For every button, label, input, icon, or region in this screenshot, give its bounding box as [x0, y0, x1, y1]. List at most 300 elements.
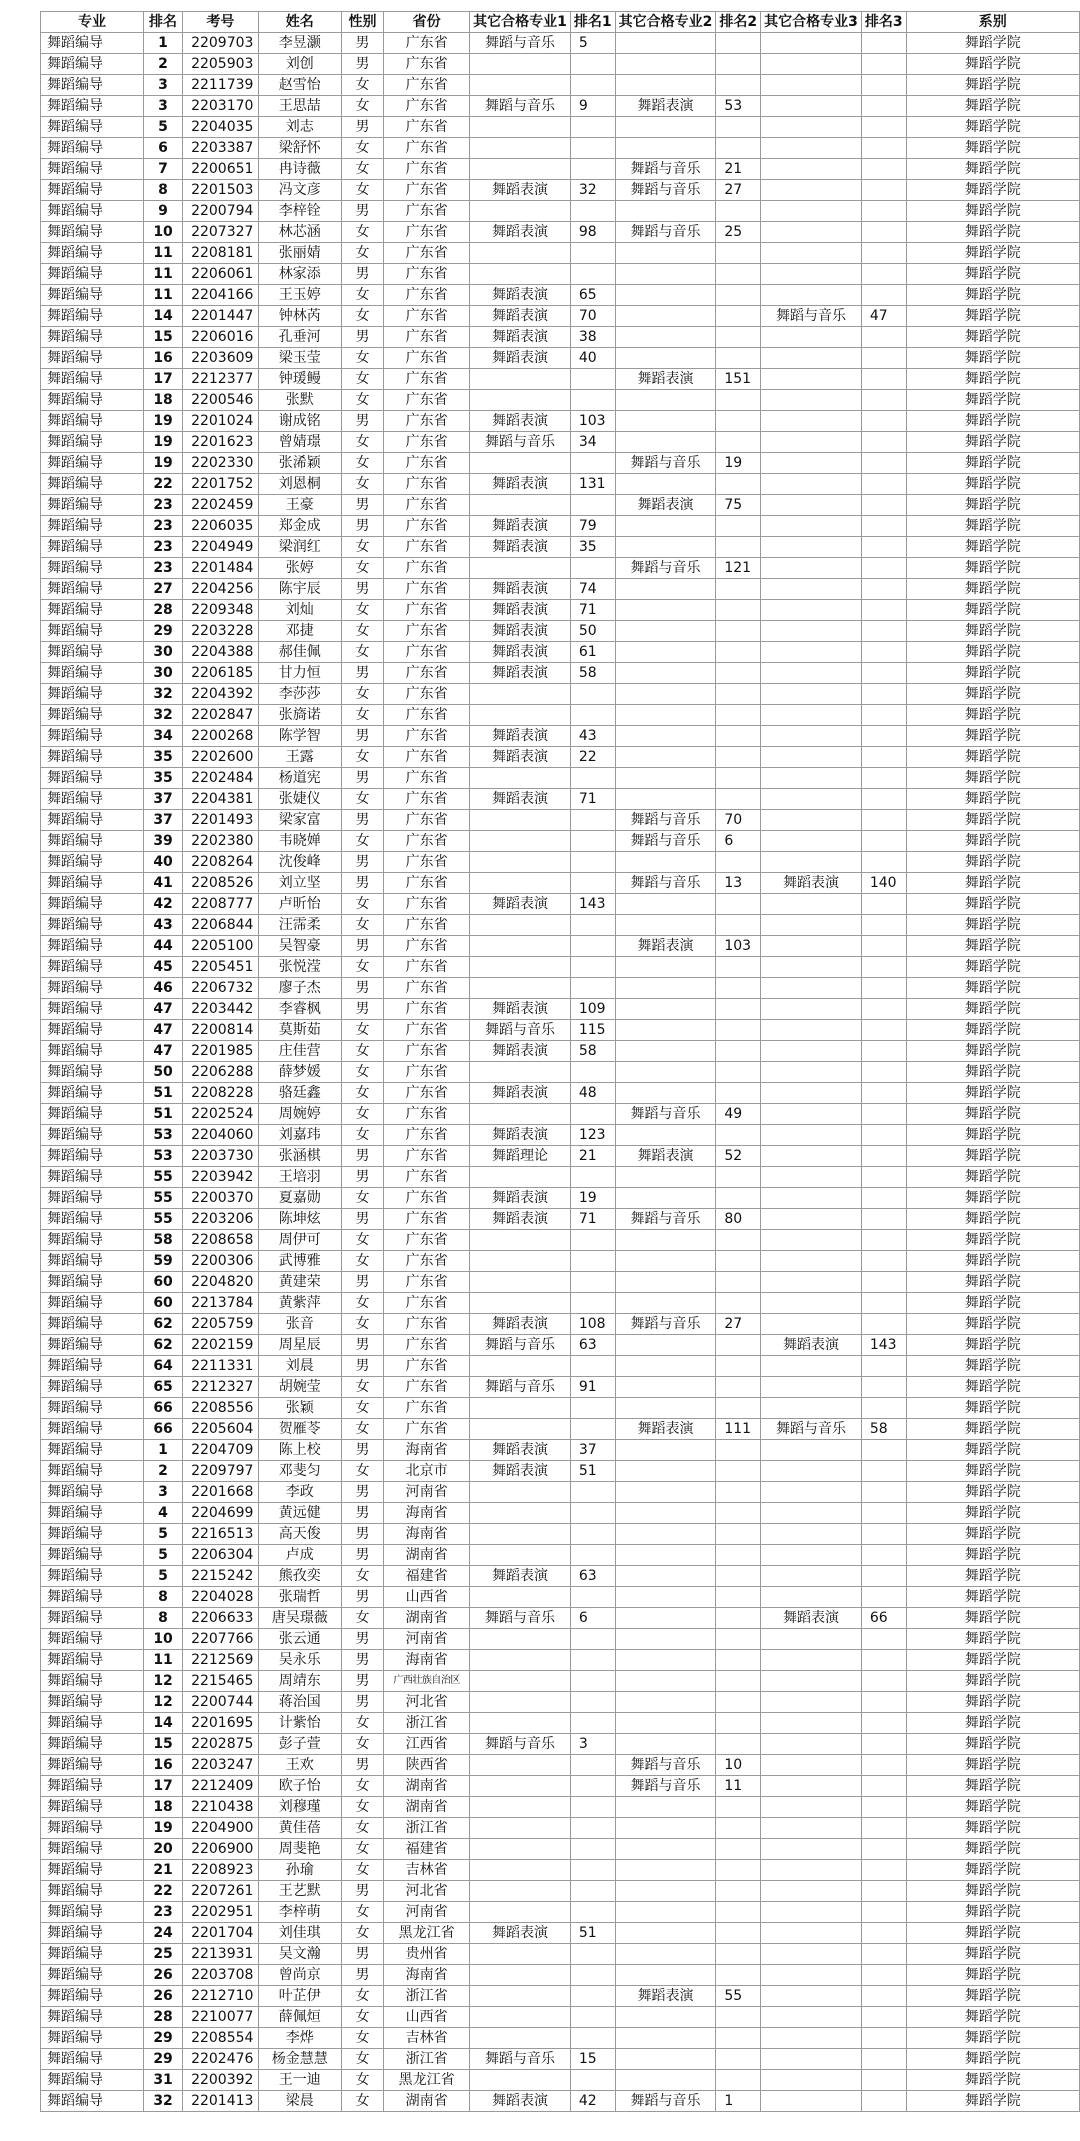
- cell-rank-2: [716, 243, 761, 264]
- cell-department: 舞蹈学院: [906, 1881, 1079, 1902]
- cell-other-major-3: [761, 852, 862, 873]
- table-row: [41, 1566, 1080, 1587]
- cell-major: 舞蹈编导: [41, 537, 144, 558]
- table-row: [41, 2049, 1080, 2070]
- cell-rank-3: [861, 1377, 906, 1398]
- cell-major: 舞蹈编导: [41, 2028, 144, 2049]
- cell-province: 湖南省: [384, 1797, 470, 1818]
- cell-province: 广东省: [384, 495, 470, 516]
- header-other-major-3: 其它合格专业3: [761, 12, 862, 33]
- cell-gender: 男: [341, 1167, 383, 1188]
- cell-rank-2: 10: [716, 1755, 761, 1776]
- cell-rank-3: [861, 2049, 906, 2070]
- cell-other-major-1: [470, 495, 571, 516]
- table-row: [41, 873, 1080, 894]
- cell-major: 舞蹈编导: [41, 1188, 144, 1209]
- cell-department: 舞蹈学院: [906, 579, 1079, 600]
- cell-other-major-3: [761, 390, 862, 411]
- table-row: [41, 1209, 1080, 1230]
- cell-other-major-3: [761, 642, 862, 663]
- cell-other-major-1: 舞蹈表演: [470, 327, 571, 348]
- cell-rank: 11: [144, 1650, 183, 1671]
- cell-other-major-3: [761, 1293, 862, 1314]
- cell-name: 蒋治国: [258, 1692, 341, 1713]
- cell-exam-id: 2209703: [183, 33, 259, 54]
- cell-rank-3: [861, 2091, 906, 2112]
- cell-exam-id: 2202600: [183, 747, 259, 768]
- cell-gender: 男: [341, 1440, 383, 1461]
- cell-rank-3: [861, 1692, 906, 1713]
- cell-other-major-2: [615, 1713, 716, 1734]
- cell-major: 舞蹈编导: [41, 1881, 144, 1902]
- cell-other-major-2: [615, 1503, 716, 1524]
- cell-rank-3: [861, 1482, 906, 1503]
- cell-other-major-3: [761, 621, 862, 642]
- cell-other-major-3: [761, 1125, 862, 1146]
- cell-department: 舞蹈学院: [906, 726, 1079, 747]
- cell-other-major-1: 舞蹈与音乐: [470, 2049, 571, 2070]
- cell-rank-3: [861, 1734, 906, 1755]
- cell-gender: 女: [341, 600, 383, 621]
- cell-rank-3: [861, 1986, 906, 2007]
- cell-gender: 女: [341, 2007, 383, 2028]
- cell-department: 舞蹈学院: [906, 1566, 1079, 1587]
- cell-exam-id: 2206061: [183, 264, 259, 285]
- cell-rank: 45: [144, 957, 183, 978]
- cell-other-major-3: [761, 1482, 862, 1503]
- cell-department: 舞蹈学院: [906, 1839, 1079, 1860]
- cell-major: 舞蹈编导: [41, 432, 144, 453]
- table-row: [41, 768, 1080, 789]
- cell-gender: 女: [341, 348, 383, 369]
- cell-rank-2: [716, 1377, 761, 1398]
- cell-rank-2: [716, 201, 761, 222]
- cell-other-major-3: [761, 1944, 862, 1965]
- cell-other-major-1: 舞蹈表演: [470, 2091, 571, 2112]
- cell-province: 福建省: [384, 1839, 470, 1860]
- cell-rank-3: [861, 222, 906, 243]
- table-row: [41, 600, 1080, 621]
- cell-rank-3: 140: [861, 873, 906, 894]
- table-row: [41, 1104, 1080, 1125]
- cell-rank-2: [716, 1545, 761, 1566]
- cell-other-major-1: [470, 705, 571, 726]
- cell-other-major-3: [761, 1860, 862, 1881]
- cell-rank-2: [716, 1629, 761, 1650]
- table-row: [41, 726, 1080, 747]
- cell-exam-id: 2200744: [183, 1692, 259, 1713]
- cell-province: 广东省: [384, 117, 470, 138]
- cell-rank-3: [861, 663, 906, 684]
- cell-other-major-2: [615, 2049, 716, 2070]
- cell-province: 广东省: [384, 1020, 470, 1041]
- cell-rank-1: 48: [570, 1083, 615, 1104]
- cell-rank: 5: [144, 1545, 183, 1566]
- cell-rank-2: [716, 1440, 761, 1461]
- cell-gender: 女: [341, 1839, 383, 1860]
- cell-gender: 女: [341, 1776, 383, 1797]
- cell-other-major-2: [615, 264, 716, 285]
- cell-name: 曾尚京: [258, 1965, 341, 1986]
- cell-other-major-3: [761, 327, 862, 348]
- table-row: [41, 1293, 1080, 1314]
- cell-department: 舞蹈学院: [906, 1503, 1079, 1524]
- cell-major: 舞蹈编导: [41, 1776, 144, 1797]
- cell-rank-1: [570, 75, 615, 96]
- cell-name: 薛佩烜: [258, 2007, 341, 2028]
- cell-major: 舞蹈编导: [41, 411, 144, 432]
- cell-province: 广东省: [384, 243, 470, 264]
- cell-rank-3: [861, 1146, 906, 1167]
- table-row: [41, 516, 1080, 537]
- cell-major: 舞蹈编导: [41, 264, 144, 285]
- cell-other-major-2: [615, 1062, 716, 1083]
- table-row: [41, 1839, 1080, 1860]
- cell-other-major-2: [615, 1440, 716, 1461]
- cell-other-major-1: [470, 558, 571, 579]
- cell-other-major-2: [615, 747, 716, 768]
- cell-other-major-1: 舞蹈与音乐: [470, 1020, 571, 1041]
- table-row: [41, 852, 1080, 873]
- table-row: [41, 411, 1080, 432]
- cell-other-major-3: [761, 600, 862, 621]
- cell-province: 广东省: [384, 201, 470, 222]
- cell-rank-2: [716, 411, 761, 432]
- cell-province: 广东省: [384, 999, 470, 1020]
- cell-rank: 24: [144, 1923, 183, 1944]
- cell-department: 舞蹈学院: [906, 2070, 1079, 2091]
- cell-rank-1: [570, 1692, 615, 1713]
- cell-rank-1: [570, 2070, 615, 2091]
- cell-major: 舞蹈编导: [41, 1209, 144, 1230]
- cell-other-major-3: [761, 1524, 862, 1545]
- cell-department: 舞蹈学院: [906, 243, 1079, 264]
- cell-exam-id: 2206900: [183, 1839, 259, 1860]
- cell-other-major-2: [615, 684, 716, 705]
- cell-name: 刘创: [258, 54, 341, 75]
- cell-gender: 女: [341, 1608, 383, 1629]
- cell-exam-id: 2201484: [183, 558, 259, 579]
- cell-gender: 男: [341, 516, 383, 537]
- cell-rank-2: [716, 1083, 761, 1104]
- cell-name: 骆廷鑫: [258, 1083, 341, 1104]
- cell-rank: 18: [144, 1797, 183, 1818]
- cell-name: 梁玉莹: [258, 348, 341, 369]
- cell-gender: 男: [341, 411, 383, 432]
- cell-rank-3: [861, 789, 906, 810]
- cell-major: 舞蹈编导: [41, 348, 144, 369]
- cell-department: 舞蹈学院: [906, 201, 1079, 222]
- cell-department: 舞蹈学院: [906, 1314, 1079, 1335]
- cell-other-major-2: [615, 1944, 716, 1965]
- table-row: [41, 1818, 1080, 1839]
- cell-other-major-3: [761, 1398, 862, 1419]
- cell-rank-3: 47: [861, 306, 906, 327]
- cell-other-major-2: [615, 1650, 716, 1671]
- table-row: [41, 390, 1080, 411]
- table-row: [41, 999, 1080, 1020]
- cell-other-major-3: [761, 810, 862, 831]
- cell-province: 广东省: [384, 54, 470, 75]
- cell-rank-1: 63: [570, 1566, 615, 1587]
- cell-exam-id: 2208923: [183, 1860, 259, 1881]
- table-row: [41, 54, 1080, 75]
- cell-name: 吴永乐: [258, 1650, 341, 1671]
- cell-rank-2: [716, 1860, 761, 1881]
- cell-rank-3: [861, 1524, 906, 1545]
- cell-rank-3: [861, 1083, 906, 1104]
- cell-other-major-1: [470, 1860, 571, 1881]
- cell-rank-1: [570, 1881, 615, 1902]
- cell-other-major-2: [615, 705, 716, 726]
- cell-rank-1: [570, 1545, 615, 1566]
- cell-department: 舞蹈学院: [906, 936, 1079, 957]
- cell-gender: 男: [341, 117, 383, 138]
- cell-rank: 64: [144, 1356, 183, 1377]
- header-name: 姓名: [258, 12, 341, 33]
- cell-province: 广东省: [384, 1377, 470, 1398]
- cell-rank-3: [861, 264, 906, 285]
- cell-rank: 47: [144, 999, 183, 1020]
- cell-exam-id: 2201413: [183, 2091, 259, 2112]
- table-row: [41, 1734, 1080, 1755]
- table-row: [41, 1251, 1080, 1272]
- cell-other-major-1: [470, 1671, 571, 1692]
- cell-other-major-2: [615, 1377, 716, 1398]
- cell-other-major-1: [470, 117, 571, 138]
- cell-department: 舞蹈学院: [906, 1860, 1079, 1881]
- cell-other-major-3: [761, 2070, 862, 2091]
- cell-other-major-1: [470, 978, 571, 999]
- cell-rank-2: 21: [716, 159, 761, 180]
- cell-rank-3: [861, 684, 906, 705]
- cell-other-major-3: [761, 1020, 862, 1041]
- cell-rank-1: [570, 201, 615, 222]
- cell-department: 舞蹈学院: [906, 1965, 1079, 1986]
- cell-rank-1: 51: [570, 1923, 615, 1944]
- cell-department: 舞蹈学院: [906, 873, 1079, 894]
- header-department: 系别: [906, 12, 1079, 33]
- cell-rank: 23: [144, 516, 183, 537]
- cell-rank-3: [861, 201, 906, 222]
- cell-rank-2: [716, 1944, 761, 1965]
- cell-major: 舞蹈编导: [41, 1566, 144, 1587]
- cell-province: 河北省: [384, 1881, 470, 1902]
- cell-rank-3: [861, 936, 906, 957]
- cell-other-major-1: [470, 768, 571, 789]
- cell-rank-3: [861, 1398, 906, 1419]
- cell-other-major-2: [615, 768, 716, 789]
- cell-gender: 男: [341, 852, 383, 873]
- cell-major: 舞蹈编导: [41, 306, 144, 327]
- cell-other-major-3: [761, 2049, 862, 2070]
- cell-exam-id: 2203387: [183, 138, 259, 159]
- cell-gender: 女: [341, 1230, 383, 1251]
- table-row: [41, 789, 1080, 810]
- cell-province: 广东省: [384, 33, 470, 54]
- cell-exam-id: 2209348: [183, 600, 259, 621]
- cell-province: 广东省: [384, 516, 470, 537]
- cell-department: 舞蹈学院: [906, 180, 1079, 201]
- cell-major: 舞蹈编导: [41, 1860, 144, 1881]
- cell-other-major-1: [470, 1818, 571, 1839]
- table-row: [41, 894, 1080, 915]
- cell-major: 舞蹈编导: [41, 1923, 144, 1944]
- cell-gender: 女: [341, 159, 383, 180]
- cell-rank: 22: [144, 474, 183, 495]
- cell-department: 舞蹈学院: [906, 453, 1079, 474]
- cell-department: 舞蹈学院: [906, 1545, 1079, 1566]
- cell-province: 广东省: [384, 1251, 470, 1272]
- cell-rank-2: [716, 1125, 761, 1146]
- table-row: [41, 2007, 1080, 2028]
- cell-other-major-2: [615, 33, 716, 54]
- cell-rank-1: [570, 1671, 615, 1692]
- cell-other-major-2: [615, 1902, 716, 1923]
- cell-other-major-2: [615, 1356, 716, 1377]
- cell-other-major-2: [615, 474, 716, 495]
- cell-other-major-1: [470, 1776, 571, 1797]
- cell-exam-id: 2204820: [183, 1272, 259, 1293]
- cell-rank: 26: [144, 1986, 183, 2007]
- cell-major: 舞蹈编导: [41, 726, 144, 747]
- cell-other-major-1: [470, 936, 571, 957]
- cell-gender: 男: [341, 1524, 383, 1545]
- cell-rank-1: [570, 831, 615, 852]
- cell-other-major-2: [615, 1083, 716, 1104]
- cell-exam-id: 2204256: [183, 579, 259, 600]
- cell-rank-3: [861, 390, 906, 411]
- cell-major: 舞蹈编导: [41, 201, 144, 222]
- cell-rank: 23: [144, 537, 183, 558]
- cell-other-major-2: [615, 1461, 716, 1482]
- cell-major: 舞蹈编导: [41, 789, 144, 810]
- cell-major: 舞蹈编导: [41, 1020, 144, 1041]
- cell-name: 曾婧璟: [258, 432, 341, 453]
- cell-department: 舞蹈学院: [906, 1062, 1079, 1083]
- cell-rank-1: 58: [570, 1041, 615, 1062]
- cell-rank: 5: [144, 1566, 183, 1587]
- cell-other-major-2: [615, 1839, 716, 1860]
- cell-exam-id: 2206633: [183, 1608, 259, 1629]
- cell-other-major-1: 舞蹈表演: [470, 621, 571, 642]
- cell-province: 广东省: [384, 1272, 470, 1293]
- cell-rank-1: 103: [570, 411, 615, 432]
- table-row: [41, 243, 1080, 264]
- cell-department: 舞蹈学院: [906, 1818, 1079, 1839]
- cell-other-major-1: 舞蹈与音乐: [470, 96, 571, 117]
- cell-other-major-2: 舞蹈与音乐: [615, 810, 716, 831]
- cell-other-major-3: [761, 831, 862, 852]
- cell-rank-3: [861, 1125, 906, 1146]
- cell-other-major-2: 舞蹈表演: [615, 1419, 716, 1440]
- cell-other-major-3: [761, 894, 862, 915]
- table-row: [41, 663, 1080, 684]
- cell-exam-id: 2215465: [183, 1671, 259, 1692]
- cell-rank-1: [570, 684, 615, 705]
- cell-major: 舞蹈编导: [41, 2049, 144, 2070]
- table-row: [41, 1797, 1080, 1818]
- cell-rank-3: [861, 75, 906, 96]
- cell-other-major-1: [470, 1524, 571, 1545]
- table-row: [41, 306, 1080, 327]
- cell-major: 舞蹈编导: [41, 1713, 144, 1734]
- cell-rank-1: [570, 1797, 615, 1818]
- cell-rank-1: [570, 1986, 615, 2007]
- cell-other-major-2: [615, 726, 716, 747]
- cell-other-major-1: [470, 201, 571, 222]
- cell-exam-id: 2208264: [183, 852, 259, 873]
- cell-department: 舞蹈学院: [906, 1167, 1079, 1188]
- cell-other-major-2: [615, 1923, 716, 1944]
- cell-other-major-1: 舞蹈表演: [470, 285, 571, 306]
- cell-exam-id: 2200370: [183, 1188, 259, 1209]
- cell-rank: 20: [144, 1839, 183, 1860]
- cell-exam-id: 2200794: [183, 201, 259, 222]
- cell-rank-3: [861, 54, 906, 75]
- cell-name: 吴智豪: [258, 936, 341, 957]
- cell-exam-id: 2212569: [183, 1650, 259, 1671]
- cell-rank-3: [861, 495, 906, 516]
- cell-name: 张瑞哲: [258, 1587, 341, 1608]
- cell-rank: 17: [144, 369, 183, 390]
- cell-other-major-1: 舞蹈表演: [470, 1041, 571, 1062]
- cell-name: 张云通: [258, 1629, 341, 1650]
- cell-exam-id: 2202524: [183, 1104, 259, 1125]
- cell-rank-2: 70: [716, 810, 761, 831]
- cell-gender: 女: [341, 1923, 383, 1944]
- cell-gender: 男: [341, 999, 383, 1020]
- cell-other-major-2: [615, 1587, 716, 1608]
- cell-other-major-2: [615, 789, 716, 810]
- cell-rank-1: [570, 1104, 615, 1125]
- cell-province: 广东省: [384, 285, 470, 306]
- cell-other-major-1: 舞蹈表演: [470, 1461, 571, 1482]
- cell-other-major-3: 舞蹈与音乐: [761, 306, 862, 327]
- cell-rank: 28: [144, 2007, 183, 2028]
- cell-major: 舞蹈编导: [41, 915, 144, 936]
- cell-exam-id: 2208228: [183, 1083, 259, 1104]
- cell-major: 舞蹈编导: [41, 957, 144, 978]
- cell-province: 广东省: [384, 642, 470, 663]
- cell-department: 舞蹈学院: [906, 1902, 1079, 1923]
- cell-other-major-3: [761, 1083, 862, 1104]
- cell-major: 舞蹈编导: [41, 474, 144, 495]
- cell-rank-2: [716, 621, 761, 642]
- cell-rank-1: 71: [570, 789, 615, 810]
- cell-province: 湖南省: [384, 1545, 470, 1566]
- cell-other-major-1: 舞蹈表演: [470, 1923, 571, 1944]
- cell-rank: 55: [144, 1209, 183, 1230]
- cell-rank-2: [716, 1797, 761, 1818]
- cell-gender: 女: [341, 558, 383, 579]
- cell-rank: 23: [144, 1902, 183, 1923]
- header-rank-2: 排名2: [716, 12, 761, 33]
- cell-other-major-3: [761, 1881, 862, 1902]
- cell-province: 河南省: [384, 1902, 470, 1923]
- cell-other-major-1: 舞蹈与音乐: [470, 1335, 571, 1356]
- cell-rank: 35: [144, 747, 183, 768]
- cell-rank-3: [861, 1671, 906, 1692]
- cell-rank-3: [861, 1230, 906, 1251]
- cell-rank-2: 1: [716, 2091, 761, 2112]
- cell-department: 舞蹈学院: [906, 222, 1079, 243]
- cell-rank-1: [570, 1860, 615, 1881]
- cell-rank: 59: [144, 1251, 183, 1272]
- cell-province: 湖南省: [384, 1608, 470, 1629]
- cell-major: 舞蹈编导: [41, 1146, 144, 1167]
- cell-rank-1: [570, 264, 615, 285]
